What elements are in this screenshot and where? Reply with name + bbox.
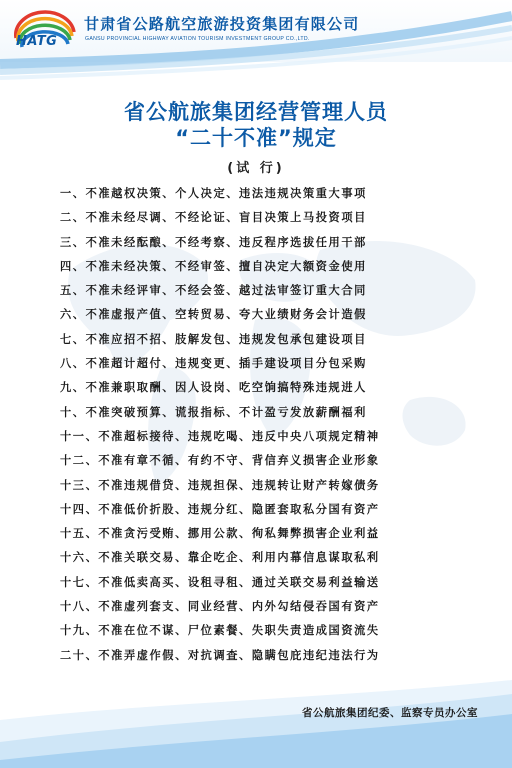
company-name-cn: 甘肃省公路航空旅游投资集团有限公司: [84, 15, 360, 33]
rule-item: 七、不准应招不招、肢解发包、违规发包承包建设项目: [60, 332, 367, 346]
rule-item: 十七、不准低卖高买、设租寻租、通过关联交易利益输送: [60, 575, 380, 589]
document-title-line2: “二十不准”规定: [175, 126, 337, 150]
rule-item: 十一、不准超标接待、违规吃喝、违反中央八项规定精神: [60, 429, 380, 443]
rule-item: 九、不准兼职取酬、因人设岗、吃空饷搞特殊违规进人: [60, 381, 367, 395]
footer-swoosh: [0, 680, 512, 768]
rule-item: 三、不准未经酝酿、不经考察、违反程序选拔任用干部: [60, 235, 367, 249]
rule-item: 一、不准越权决策、个人决定、违法违规决策重大事项: [60, 187, 367, 200]
rule-item: 二、不准未经尽调、不经论证、盲目决策上马投资项目: [60, 211, 367, 225]
rule-item: 五、不准未经评审、不经会签、越过法审签订重大合同: [60, 284, 367, 298]
rule-item: 十、不准突破预算、谎报指标、不计盈亏发放薪酬福利: [60, 405, 367, 419]
rule-item: 十六、不准关联交易、靠企吃企、利用内幕信息谋取私利: [60, 551, 380, 565]
rule-item: 十五、不准贪污受贿、挪用公款、徇私舞弊损害企业利益: [60, 527, 380, 541]
rules-list: [60, 182, 460, 668]
issuer-label: 省公航旅集团纪委、监察专员办公室: [302, 707, 478, 719]
rule-item: 十九、不准在位不谋、尸位素餐、失职失责造成国资流失: [60, 624, 380, 638]
logo-text: HATG: [16, 34, 58, 49]
rule-item: 十八、不准虚列套支、同业经营、内外勾结侵吞国有资产: [60, 600, 380, 614]
rule-item: 六、不准虚报产值、空转贸易、夸大业绩财务会计造假: [60, 308, 367, 322]
rule-item: 十二、不准有章不循、有约不守、背信弃义损害企业形象: [60, 454, 380, 468]
rule-item: 十四、不准低价折股、违规分红、隐匿套取私分国有资产: [60, 502, 380, 516]
rule-item: 八、不准超计超付、违规变更、插手建设项目分包采购: [60, 357, 367, 371]
document-title-line1: 省公航旅集团经营管理人员: [124, 100, 388, 124]
rule-item: 十三、不准违规借贷、违规担保、违规转让财产转嫁债务: [60, 478, 380, 492]
rule-item: 二十、不准弄虚作假、对抗调查、隐瞒包庇违纪违法行为: [60, 648, 380, 662]
rule-item: 四、不准未经决策、不经审签、擅自决定大额资金使用: [60, 259, 367, 273]
company-name-en: GANSU PROVINCIAL HIGHWAY AVIATION TOURISM INVESTMENT GROUP CO.,LTD.: [85, 36, 310, 42]
document-subtitle: (试 行): [227, 161, 285, 176]
